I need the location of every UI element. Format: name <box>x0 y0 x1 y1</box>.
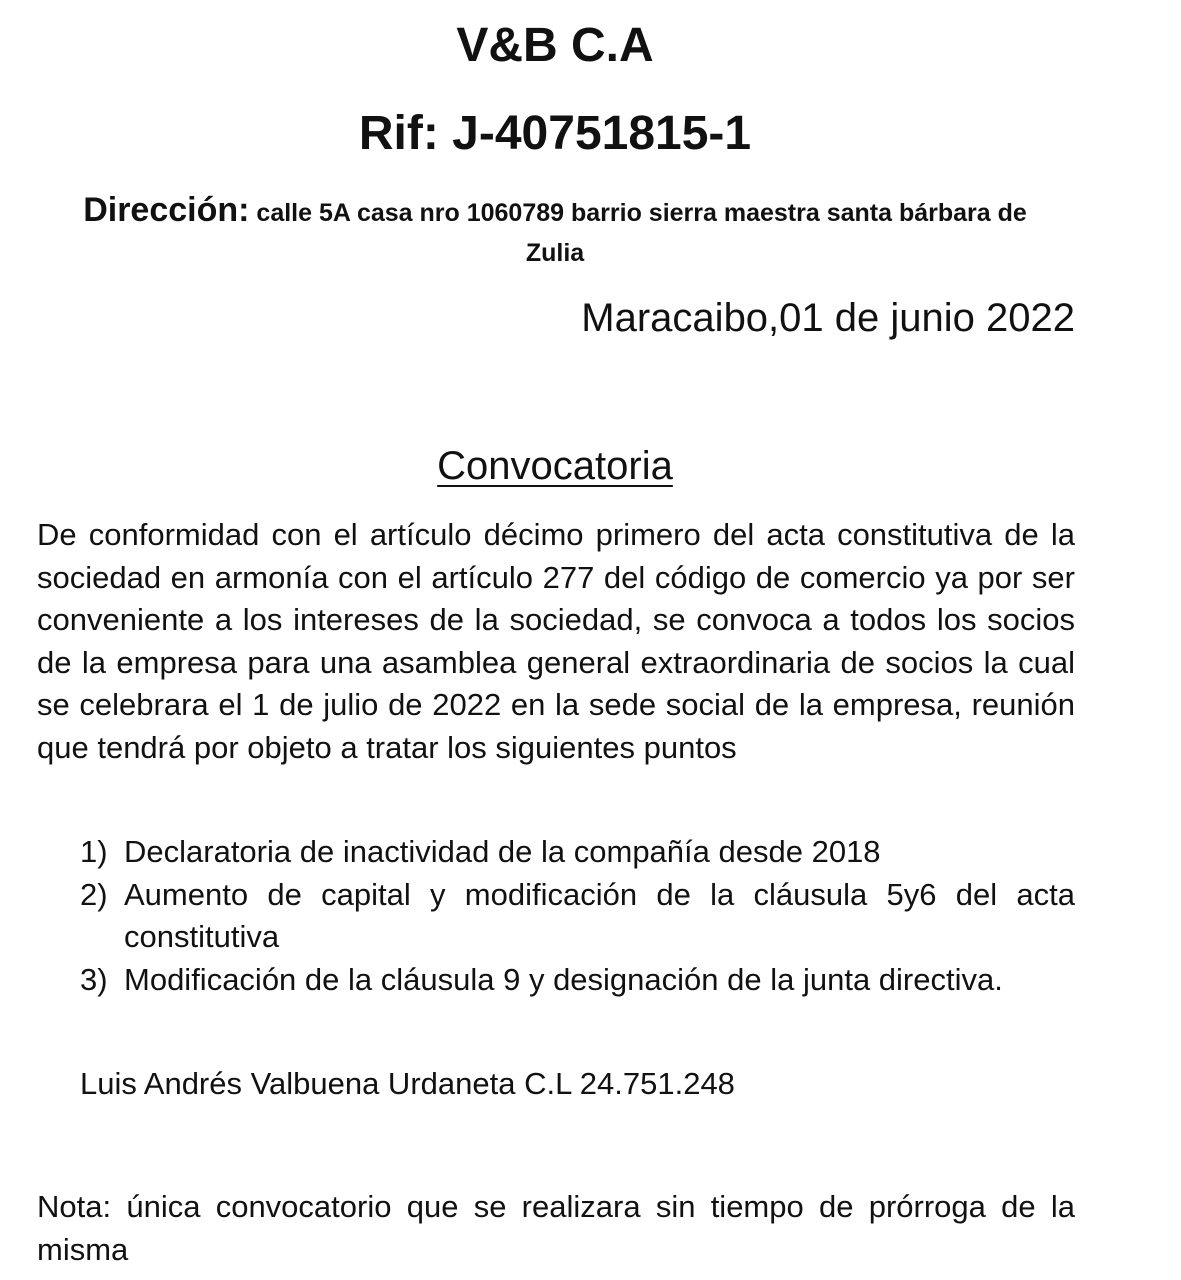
agenda-item <box>80 874 1075 959</box>
document-title-text: Convocatoria <box>437 444 673 488</box>
agenda-item <box>80 959 1075 1002</box>
company-address <box>60 190 1050 273</box>
address-label: Dirección: <box>83 191 250 229</box>
agenda-item-text: Aumento de capital y modificación de la cláusula 5y6 del acta constitutiva <box>124 876 1075 954</box>
company-name: V&B C.A <box>456 19 654 72</box>
address-text: calle 5A casa nro 1060789 barrio sierra maestra santa bárbara de Zulia <box>249 199 1027 267</box>
company-rif: Rif: J-40751815-1 <box>358 107 752 160</box>
agenda-item-text: Modificación de la cláusula 9 y designación de la junta directiva. <box>124 961 1003 997</box>
agenda-item <box>80 831 1075 874</box>
document-title <box>0 440 1110 492</box>
agenda-item-number: 3) <box>80 961 108 997</box>
document-date: Maracaibo,01 de junio 2022 <box>581 296 1075 340</box>
document-body: De conformidad con el artículo décimo primero del acta constitutiva de la sociedad en armonía con el artículo 277 del código de comercio ya por ser conveniente a los intereses de la sociedad, se convoca a todos los socios de la empresa para una asamblea general extraordinaria de socios la cual se celebrara el 1 de julio de 2022 en la sede social de la empresa, reunión que tendrá por objeto a tratar los siguientes puntos <box>37 517 1075 765</box>
document-note: Nota: única convocatorio que se realizara sin tiempo de prórroga de la misma <box>37 1189 1075 1267</box>
agenda-item-text: Declaratoria de inactividad de la compañía desde 2018 <box>124 834 881 869</box>
agenda-item-number: 2) <box>80 876 108 912</box>
agenda-list <box>80 831 1075 1001</box>
agenda-item-number: 1) <box>80 834 108 869</box>
signature-line: Luis Andrés Valbuena Urdaneta C.L 24.751.248 <box>80 1066 735 1101</box>
